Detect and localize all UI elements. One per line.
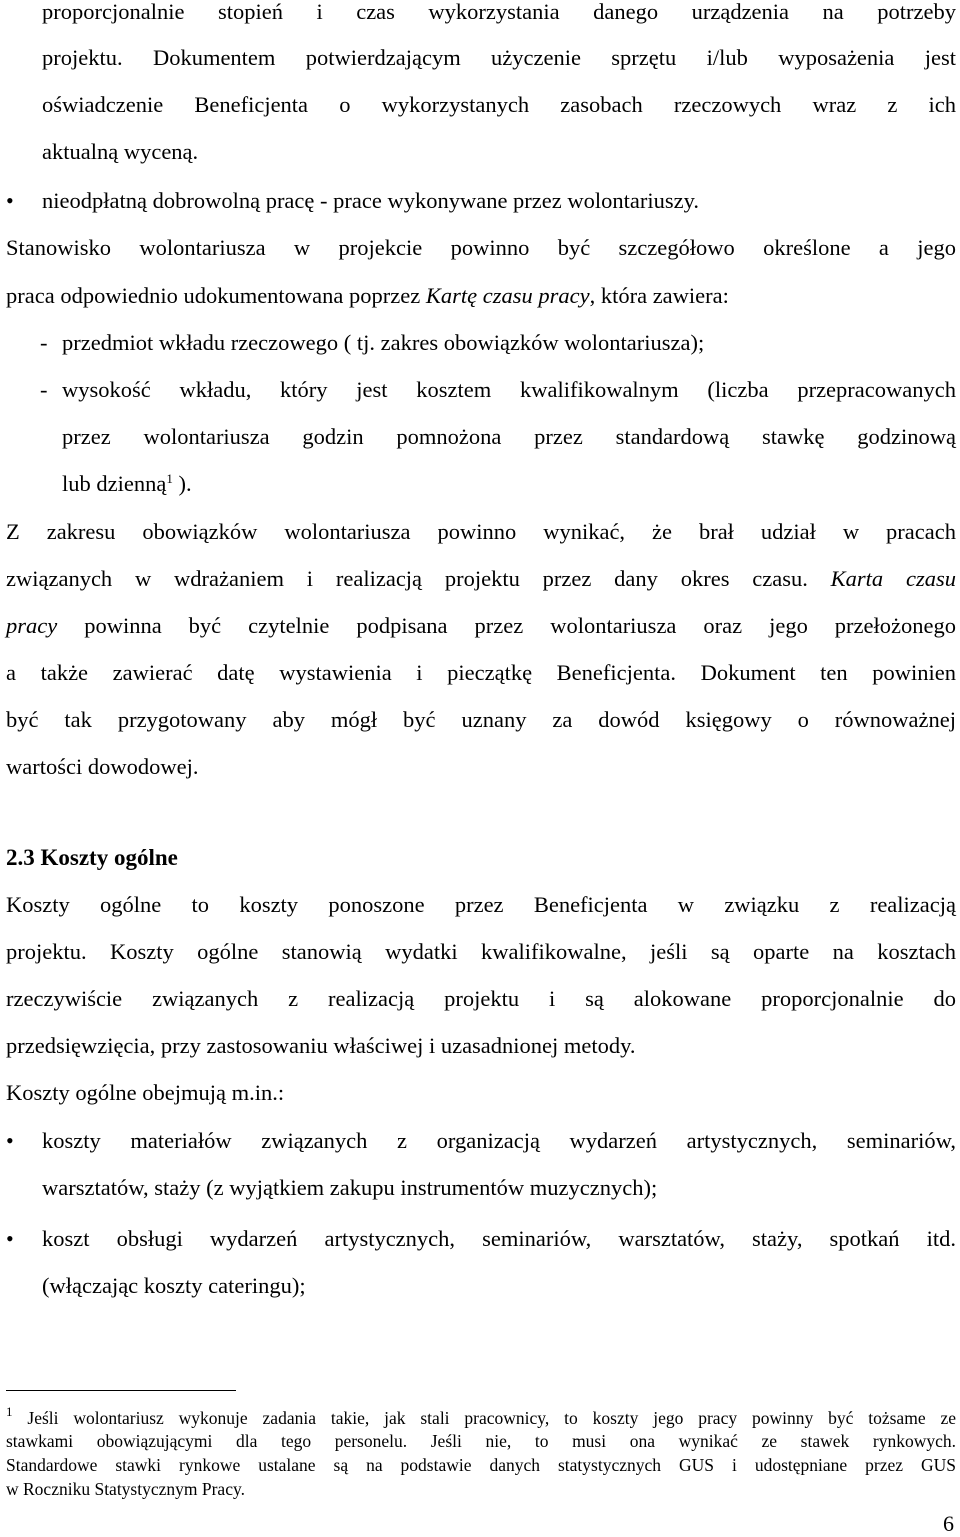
list-item: - wysokość wkładu, który jest kosztem kwalifikowalnym (liczba przepracowanych	[40, 377, 956, 402]
text-line: Z zakresu obowiązków wolontariusza powinno wynikać, że brał udział w pracach	[6, 519, 956, 544]
list-item: - przedmiot wkładu rzeczowego ( tj. zakres obowiązków wolontariusza);	[40, 330, 705, 355]
text-line: aktualną wyceną.	[42, 139, 199, 164]
footnote-line: Standardowe stawki rynkowe ustalane są na podstawie danych statystycznych GUS i udostępniane przez GUS	[6, 1455, 956, 1475]
section-heading: 2.3 Koszty ogólne	[6, 845, 178, 870]
text-line: Koszty ogólne obejmują m.in.:	[6, 1080, 285, 1105]
bullet-text: nieodpłatną dobrowolną pracę - prace wykonywane przez wolontariuszy.	[42, 188, 700, 213]
footnote-line: w Roczniku Statystycznym Pracy.	[6, 1479, 245, 1499]
footnote-line: stawkami obowiązującymi dla tego personelu. Jeśli nie, to musi ona wynikać ze stawek rynkowych.	[6, 1431, 956, 1451]
italic-term: pracy	[6, 613, 58, 638]
footnote-ref[interactable]: 1	[166, 471, 173, 486]
text-line: lub dzienną$^1$ ).	[62, 471, 192, 496]
footnote-mark: 1	[6, 1404, 13, 1419]
text-line: oświadczenie Beneficjenta o wykorzystanych zasobach rzeczowych wraz z ich	[42, 92, 956, 117]
text-line: pracy powinna być czytelnie podpisana przez wolontariusza oraz jego przełożonego	[6, 613, 956, 638]
bullet-text: warsztatów, staży (z wyjątkiem zakupu instrumentów muzycznych);	[42, 1175, 658, 1200]
bullet-icon: •	[6, 188, 14, 213]
text-line: Koszty ogólne to koszty ponoszone przez Beneficjenta w związku z realizacją	[6, 892, 956, 917]
text-line: proporcjonalnie stopień i czas wykorzystania danego urządzenia na potrzeby	[42, 0, 956, 24]
bullet-text: (włączając koszty cateringu);	[42, 1273, 306, 1298]
text-line: rzeczywiście związanych z realizacją projektu i są alokowane proporcjonalnie do	[6, 986, 956, 1011]
footnote-line: $^1$ Jeśli wolontariusz wykonuje zadania takie, jak stali pracownicy, to koszty jego pracy powinny być tożsame ze	[6, 1404, 956, 1428]
bullet-text: koszty materiałów związanych z organizacją wydarzeń artystycznych, seminariów,	[42, 1128, 956, 1153]
text-line: projektu. Koszty ogólne stanowią wydatki kwalifikowalne, jeśli są oparte na kosztach	[6, 939, 956, 964]
text-line: praca odpowiednio udokumentowana poprzez Kartę czasu pracy, która zawiera:	[6, 283, 729, 308]
italic-term: Kartę czasu pracy	[425, 283, 590, 308]
bullet-icon: •	[6, 1226, 14, 1251]
text-line: przedsięwzięcia, przy zastosowaniu właściwej i uzasadnionej metody.	[6, 1033, 636, 1058]
text-line: a także zawierać datę wystawienia i pieczątkę Beneficjenta. Dokument ten powinien	[6, 660, 956, 685]
footnote-separator	[6, 1390, 236, 1391]
text-line: związanych w wdrażaniem i realizacją projektu przez dany okres czasu. Karta czasu	[6, 566, 956, 591]
text-line: Stanowisko wolontariusza w projekcie powinno być szczegółowo określone a jego	[6, 235, 956, 260]
text-line: być tak przygotowany aby mógł być uznany za dowód księgowy o równoważnej	[6, 707, 956, 732]
page-number: 6	[943, 1511, 954, 1536]
bullet-text: koszt obsługi wydarzeń artystycznych, seminariów, warsztatów, staży, spotkań itd.	[42, 1226, 956, 1251]
text-line: przez wolontariusza godzin pomnożona przez standardową stawkę godzinową	[62, 424, 956, 449]
italic-term: Karta czasu	[830, 566, 956, 591]
text-line: projektu. Dokumentem potwierdzającym użyczenie sprzętu i/lub wyposażenia jest	[42, 45, 956, 70]
text-line: wartości dowodowej.	[6, 754, 199, 779]
bullet-icon: •	[6, 1128, 14, 1153]
